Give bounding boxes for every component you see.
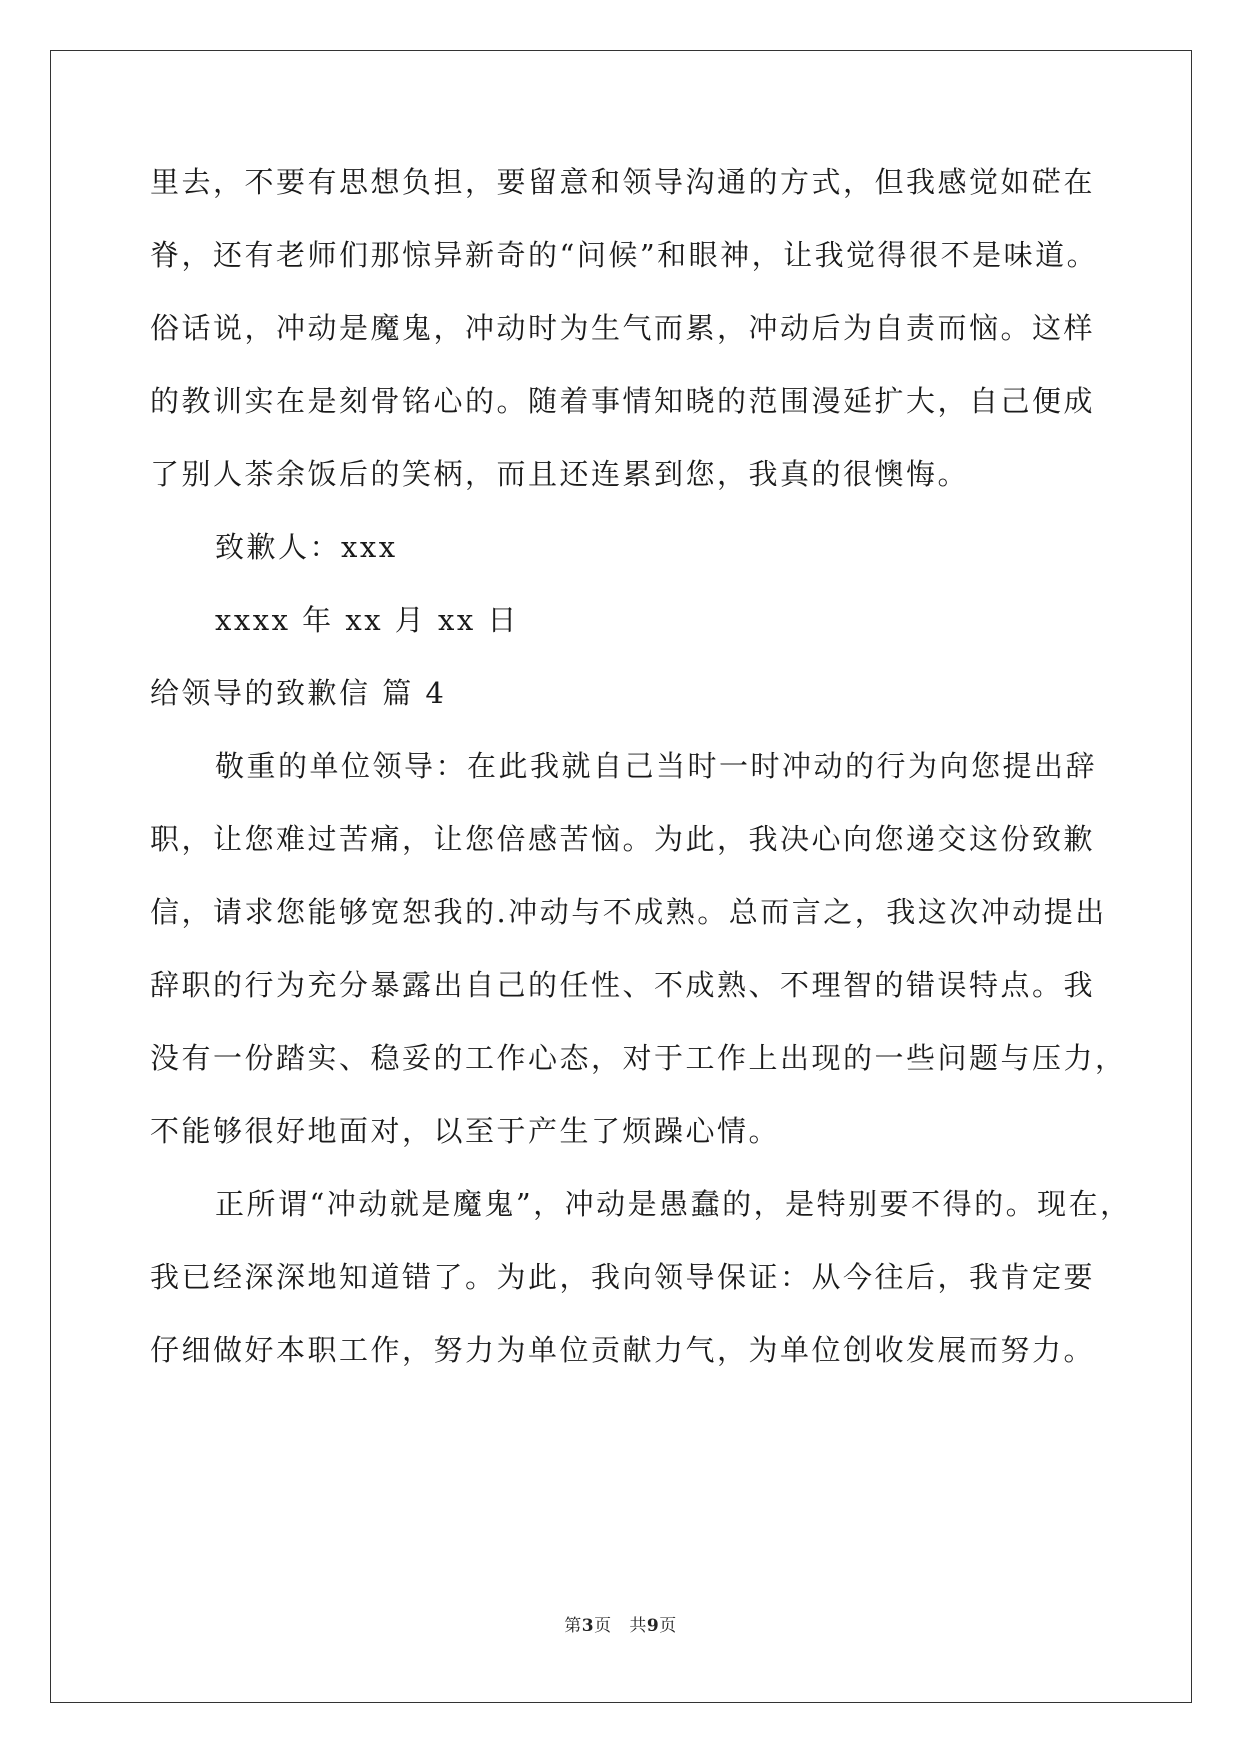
page-number: 3 [581, 1616, 595, 1636]
footer-page-unit: 页 [594, 1616, 612, 1636]
paragraph-line: 正所谓“冲动就是魔鬼”，冲动是愚蠢的，是特别要不得的。现在， [215, 1187, 1132, 1221]
footer-total-prefix: 共 [629, 1616, 647, 1636]
paragraph-line: 仔细做好本职工作，努力为单位贡献力气，为单位创收发展而努力。 [150, 1333, 1096, 1367]
footer-prefix: 第 [564, 1616, 582, 1636]
page-total: 9 [646, 1616, 660, 1636]
paragraph-line: 信，请求您能够宽恕我的.冲动与不成熟。总而言之，我这次冲动提出 [150, 895, 1107, 929]
signature-line: 致歉人：xxx [215, 530, 398, 564]
footer-total-unit: 页 [659, 1616, 677, 1636]
paragraph-line: 我已经深深地知道错了。为此，我向领导保证：从今往后，我肯定要 [150, 1260, 1096, 1294]
paragraph-line: 的教训实在是刻骨铭心的。随着事情知晓的范围漫延扩大，自己便成 [150, 384, 1096, 418]
paragraph-line: 脊，还有老师们那惊异新奇的“问候”和眼神，让我觉得很不是味道。 [150, 238, 1099, 272]
paragraph-line: 职，让您难过苦痛，让您倍感苦恼。为此，我决心向您递交这份致歉 [150, 822, 1096, 856]
paragraph-line: 了别人茶余饭后的笑柄，而且还连累到您，我真的很懊悔。 [150, 457, 970, 491]
section-heading: 给领导的致歉信 篇 4 [150, 676, 447, 710]
paragraph-line: 辞职的行为充分暴露出自己的任性、不成熟、不理智的错误特点。我 [150, 968, 1096, 1002]
page-border [50, 50, 1192, 1703]
paragraph-line: 俗话说，冲动是魔鬼，冲动时为生气而累，冲动后为自责而恼。这样 [150, 311, 1096, 345]
page-footer [0, 1611, 1241, 1636]
paragraph-line: 不能够很好地面对，以至于产生了烦躁心情。 [150, 1114, 781, 1148]
date-line: xxxx 年 xx 月 xx 日 [215, 603, 519, 637]
paragraph-line: 里去，不要有思想负担，要留意和领导沟通的方式，但我感觉如硭在 [150, 165, 1096, 199]
paragraph-line: 敬重的单位领导：在此我就自己当时一时冲动的行为向您提出辞 [215, 749, 1098, 783]
paragraph-line: 没有一份踏实、稳妥的工作心态，对于工作上出现的一些问题与压力， [150, 1041, 1127, 1075]
